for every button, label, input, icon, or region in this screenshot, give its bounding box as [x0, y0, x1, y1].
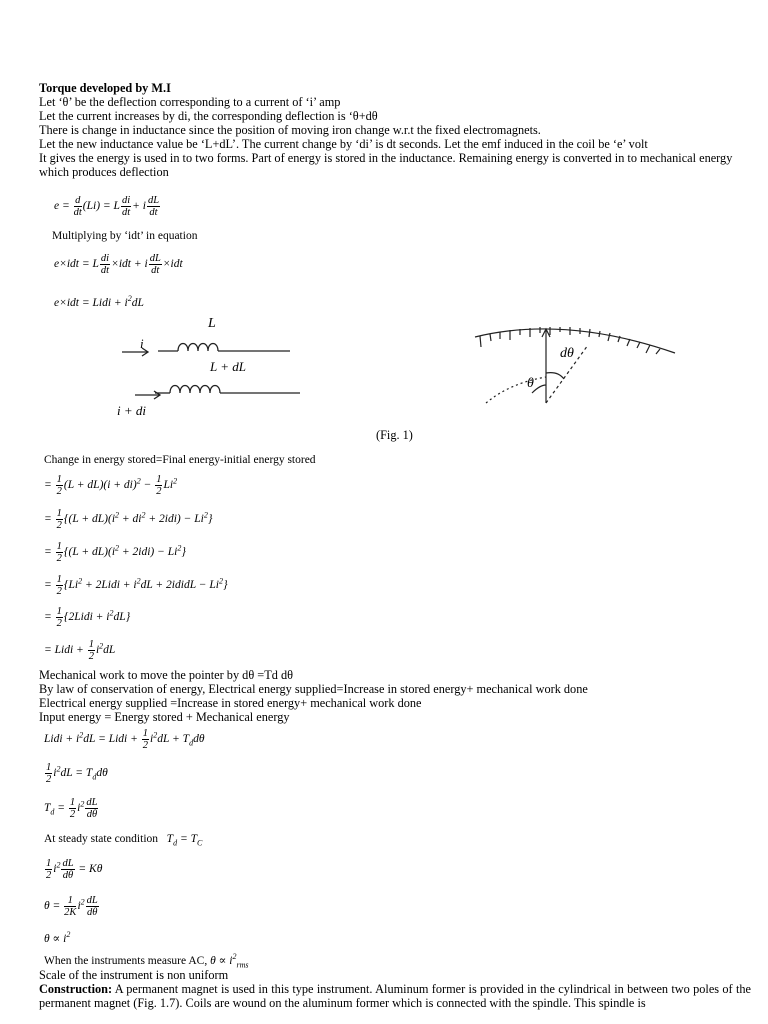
change-energy-text: Change in energy stored=Final energy-initial energy stored — [44, 454, 316, 466]
intro-line-1: Let ‘θ’ be the deflection corresponding to a current of ‘i’ amp — [39, 95, 341, 109]
equation-balance: Lidi + $i^2dL$ = Lidi + $\frac{1}{2}$ $i^2dL + T_dd\theta$ — [44, 728, 205, 751]
scale-text: Scale of the instrument is non uniform — [39, 968, 229, 982]
ac-equation: $\theta \propto i^2_{rms}$ — [210, 952, 249, 970]
coil-label-top: L — [208, 316, 216, 331]
steady-state-text — [44, 833, 202, 847]
mech-line-1: Mechanical work to move the pointer by dθ =Td dθ — [39, 668, 294, 682]
current-label-top: i — [140, 336, 144, 351]
angle-theta-label: θ — [527, 376, 534, 391]
multiplying-text: Multiplying by ‘idt’ in equation — [52, 230, 198, 242]
coil-label-bottom: L + dL — [210, 359, 246, 374]
ac-text — [44, 952, 248, 969]
equation-e-idt: e×idt = L $\frac{di}{dt}$ ×idt + i $\frac{dL}{dt}$ ×idt — [54, 253, 183, 276]
equation-theta: θ = $\frac{1}{2K}$ $i^2$ $\frac{dL}{d\theta}$ — [44, 895, 98, 918]
figure-caption: (Fig. 1) — [376, 428, 413, 442]
intro-line-2: Let the current increases by di, the corresponding deflection is ‘θ+dθ — [39, 109, 378, 123]
mech-line-4: Input energy = Energy stored + Mechanical energy — [39, 710, 290, 724]
equation-k-theta: $\frac{1}{2}$ $i^2$ $\frac{dL}{d\theta}$ = Kθ — [46, 858, 103, 881]
construction-label: Construction: — [39, 982, 113, 996]
construction-paragraph — [39, 982, 751, 1010]
ac-label: When the instruments measure AC, — [44, 954, 208, 967]
construction-text: A permanent magnet is used in this type instrument. Aluminum former is provided in the cylindrical in between two poles of the permanent magnet (Fig. 1.7). Coils are wound on the aluminum former which is connected with the spindle. This spindle is — [39, 982, 751, 1010]
intro-line-4: Let the new inductance value be ‘L+dL’. The current change by ‘di’ is dt seconds. Let the emf induced in the coil be ‘e’ volt — [39, 137, 648, 151]
steady-state-label: At steady state condition — [44, 833, 159, 845]
equation-e-idt-simplified: e×idt = Lidi + $i^2dL$ — [54, 294, 144, 309]
energy-step-1: = $\frac{1}{2}$ (L + dL)(i + di)$^2$ − $\frac{1}{2}$ Li$^2$ — [44, 474, 178, 497]
equation-emf: e = $\frac{d}{dt}$ (Li) = L $\frac{di}{dt}$ + i $\frac{dL}{dt}$ — [54, 195, 160, 218]
current-label-bottom: i + di — [117, 403, 146, 418]
intro-paragraph: It gives the energy is used in to two forms. Part of energy is stored in the inductance. Remaining energy is converted in to mechanical energy which produces deflection — [39, 151, 733, 179]
energy-step-5: = $\frac{1}{2}$ {2Lidi + $i^2dL$} — [44, 606, 131, 629]
energy-step-2: = $\frac{1}{2}$ $\{(L + dL)(i^2 + di^2 + 2idi) - Li^2\}$ — [44, 508, 213, 531]
equation-proportional: $\theta \propto i^2$ — [44, 930, 71, 945]
energy-step-3: = $\frac{1}{2}$ $\{(L + dL)(i^2 + 2idi) - Li^2\}$ — [44, 541, 186, 564]
deflection-scale-figure — [470, 315, 685, 410]
intro-line-3: There is change in inductance since the position of moving iron change w.r.t the fixed electromagnets. — [39, 123, 541, 137]
section-heading: Torque developed by M.I — [39, 81, 171, 95]
energy-step-4: = $\frac{1}{2}$ {$Li^2$ + 2Lidi + $i^2dL$ + 2ididL − $Li^2$} — [44, 574, 228, 597]
mech-line-3: Electrical energy supplied =Increase in stored energy+ mechanical work done — [39, 696, 422, 710]
equation-torque-1: $\frac{1}{2}$ $i^2dL = T_dd\theta$ — [46, 762, 108, 785]
energy-step-6: = Lidi + $\frac{1}{2}$ $i^2dL$ — [44, 639, 116, 662]
mech-line-2: By law of conservation of energy, Electrical energy supplied=Increase in stored energy+ mechanical work done — [39, 682, 588, 696]
angle-dtheta-label: dθ — [560, 346, 574, 361]
equation-torque-2: $T_d$ = $\frac{1}{2}$ $i^2$ $\frac{dL}{d\theta}$ — [44, 797, 98, 820]
steady-state-equation: $T_d = T_C$ — [160, 833, 203, 848]
